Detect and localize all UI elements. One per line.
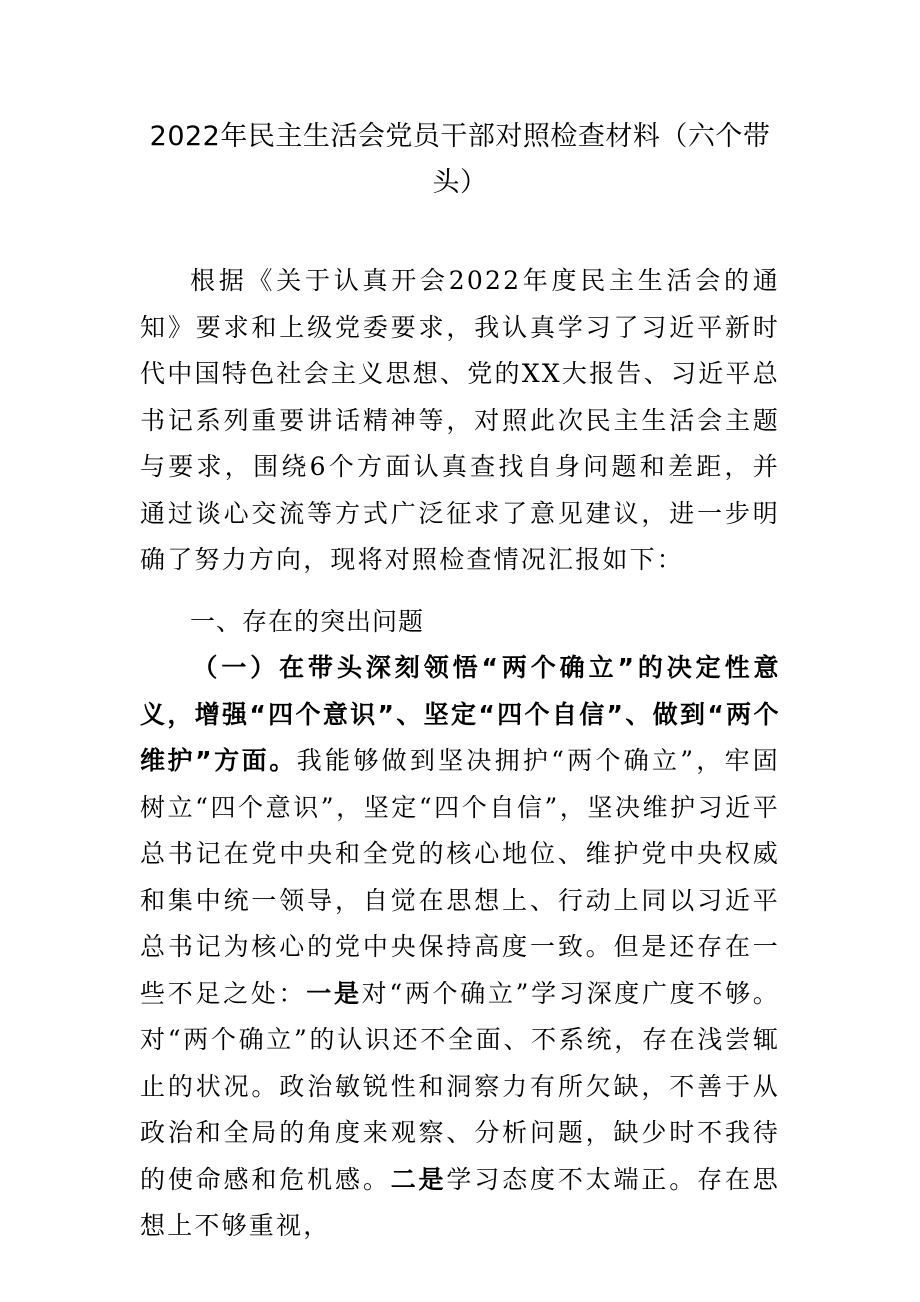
subsection-heading: （一）在带头深刻领悟“两个确立”的决定性意义，增强“四个意识”、坚定“四个自信”、做到“两个维护”方面。 [140,653,780,775]
intro-paragraph: 根据《关于认真开会2022年度民主生活会的通知》要求和上级党委要求，我认真学习了习近平新时代中国特色社会主义思想、党的XX大报告、习近平总书记系列重要讲话精神等，对照此次民主生活会主题与要求，围绕6个方面认真查找自身问题和差距，并通过谈心交流等方式广泛征求了意见建议，进一步明确了努力方向，现将对照检查情况汇报如下： [140,266,780,574]
keyword-second: 二是 [390,1164,447,1194]
keyword-first: 一是 [306,978,362,1008]
paragraph-text: 学习态度不太端正。存在思想上不够重视， [140,1164,780,1240]
paragraph-text: 我能够做到坚决拥护“两个确立”，牢固树立“四个意识”，坚定“四个自信”，坚决维护习近平总书记在党中央和全党的核心地位、维护党中央权威和集中统一领导，自觉在思想上、行动上同以习近平总书记为核心的党中央保持高度一致。但是还存在一些不足之处： [140,746,780,1008]
subsection-paragraph [140,645,780,1250]
paragraph-text: 对“两个确立”学习深度广度不够。对“两个确立”的认识还不全面、不系统，存在浅尝辄止的状况。政治敏锐性和洞察力有所欠缺，不善于从政治和全局的角度来观察、分析问题，缺少时不我待的使命感和危机感。 [140,978,781,1194]
document-title: 2022年民主生活会党员干部对照检查材料（六个带头） [149,121,771,198]
section-heading: 一、存在的突出问题 [190,607,425,636]
